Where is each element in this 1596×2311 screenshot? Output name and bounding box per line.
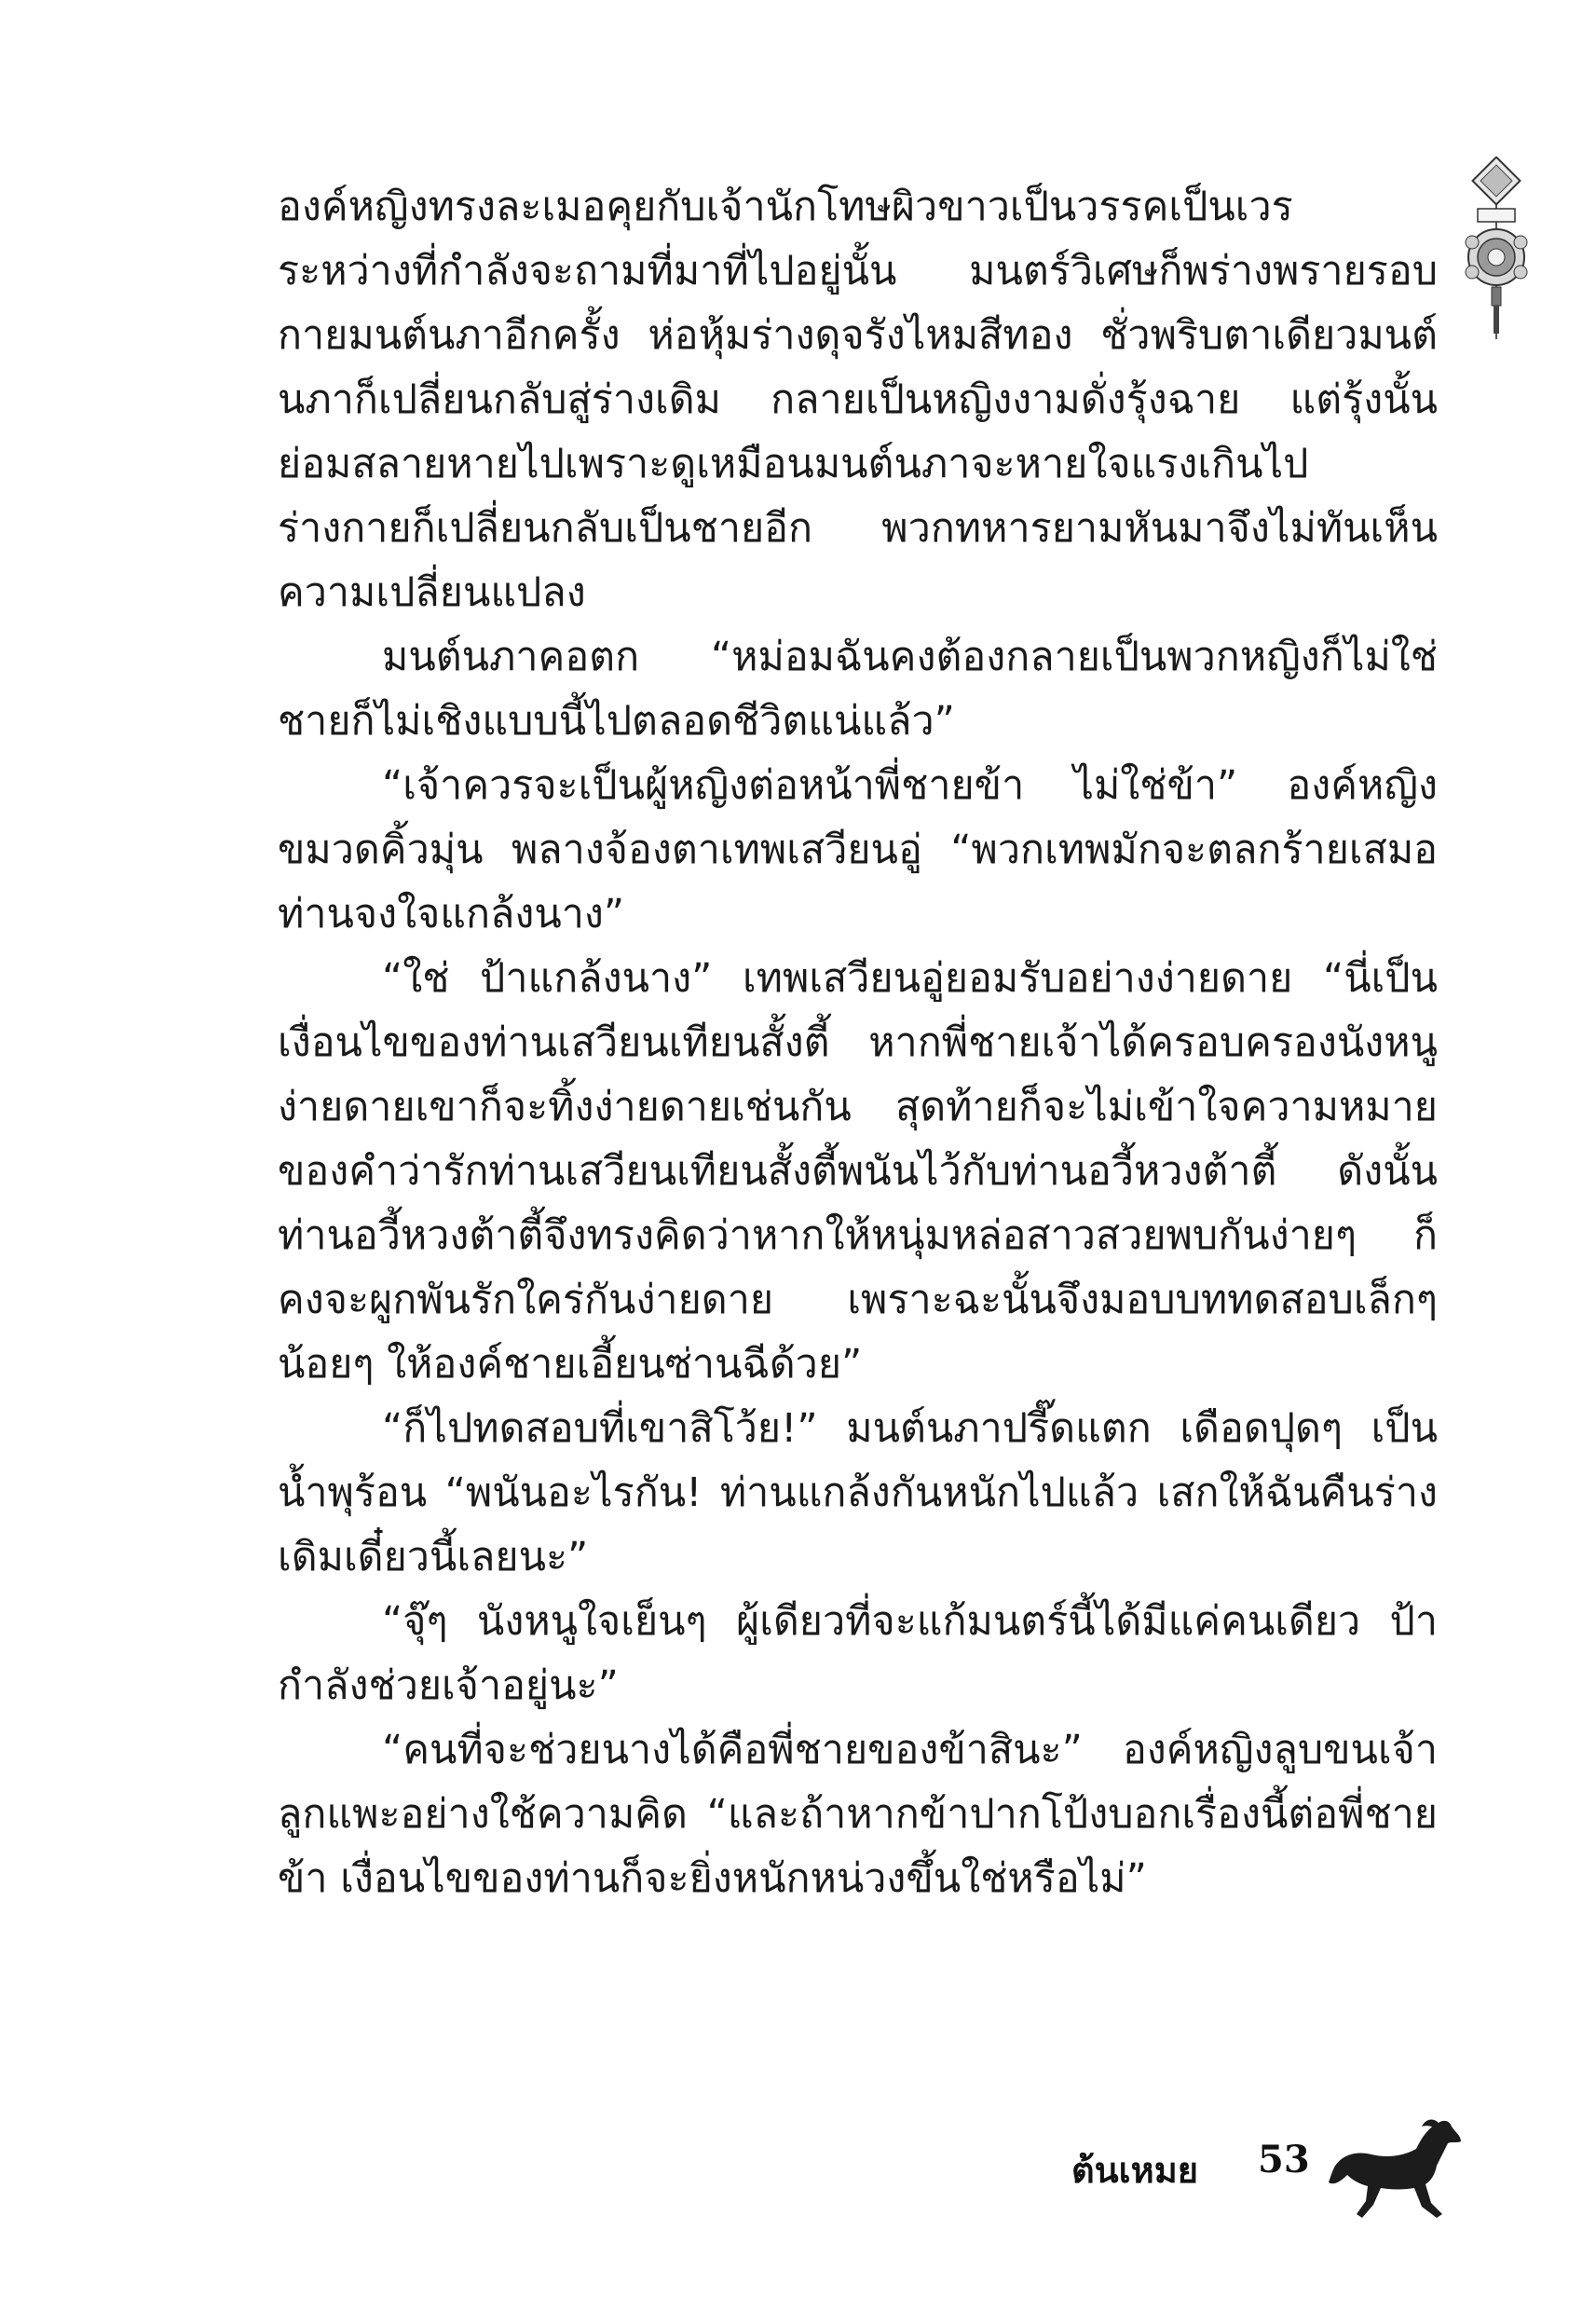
body-text bbox=[278, 175, 1438, 1911]
page-number: 53 bbox=[1258, 2138, 1310, 2181]
paragraph: “ใช่ ป้าแกล้งนาง” เทพเสวียนอู่ยอมรับอย่างง่ายดาย “นี่เป็นเงื่อนไขของท่านเสวียนเทียนสั้งตี้ หากพี่ชายเจ้าได้ครอบครองนังหนูง่ายดายเขาก็จะทิ้งง่ายดายเช่นกัน สุดท้ายก็จะไม่เข้าใจความหมายของคำว่ารักท่านเสวียนเทียนสั้งตี้พนันไว้กับท่านอวี้หวงต้าตี้ ดังนั้นท่านอวี้หวงต้าตี้จึงทรงคิดว่าหากให้หนุ่มหล่อสาวสวยพบกันง่ายๆ ก็คงจะผูกพันรักใคร่กันง่ายดาย เพราะฉะนั้นจึงมอบบททดสอบเล็กๆ น้อยๆ ให้องค์ชายเอี้ยนซ่านฉีด้วย” bbox=[278, 955, 1438, 1388]
chinese-knot-ornament-icon bbox=[1461, 157, 1532, 339]
page-footer bbox=[1071, 2113, 1481, 2225]
paragraph: มนต์นภาคอตก “หม่อมฉันคงต้องกลายเป็นพวกหญิงก็ไม่ใช่ชายก็ไม่เชิงแบบนี้ไปตลอดชีวิตแน่แล้ว” bbox=[278, 634, 1438, 745]
horse-icon bbox=[1325, 2113, 1465, 2225]
paragraph: องค์หญิงทรงละเมอคุยกับเจ้านักโทษผิวขาวเป็นวรรคเป็นเวร ระหว่างที่กำลังจะถามที่มาที่ไปอยู่นั้น มนตร์วิเศษก็พร่างพรายรอบกายมนต์นภาอีกครั้ง ห่อหุ้มร่างดุจรังไหมสีทอง ชั่วพริบตาเดียวมนต์นภาก็เปลี่ยนกลับสู่ร่างเดิม กลายเป็นหญิงงามดั่งรุ้งฉาย แต่รุ้งนั้นย่อมสลายหายไปเพราะดูเหมือนมนต์นภาจะหายใจแรงเกินไป ร่างกายก็เปลี่ยนกลับเป็นชายอีก พวกทหารยามหันมาจึงไม่ทันเห็นความเปลี่ยนแปลง bbox=[278, 184, 1438, 616]
paragraph: “เจ้าควรจะเป็นผู้หญิงต่อหน้าพี่ชายข้า ไม่ใช่ข้า” องค์หญิงขมวดคิ้วมุ่น พลางจ้องตาเทพเสวียนอู่ “พวกเทพมักจะตลกร้ายเสมอ ท่านจงใจแกล้งนาง” bbox=[278, 762, 1438, 937]
book-title: ต้นเหมย bbox=[1071, 2149, 1199, 2191]
paragraph: “จุ๊ๆ นังหนูใจเย็นๆ ผู้เดียวที่จะแก้มนตร์นี้ได้มีแค่คนเดียว ป้ากำลังช่วยเจ้าอยู่นะ” bbox=[278, 1598, 1438, 1709]
paragraph: “คนที่จะช่วยนางได้คือพี่ชายของข้าสินะ” องค์หญิงลูบขนเจ้าลูกแพะอย่างใช้ความคิด “และถ้าหากข้าปากโป้งบอกเรื่องนี้ต่อพี่ชายข้า เงื่อนไขของท่านก็จะยิ่งหนักหน่วงขึ้นใช่หรือไม่” bbox=[278, 1727, 1438, 1902]
paragraph: “ก็ไปทดสอบที่เขาสิโว้ย!” มนต์นภาปรี๊ดแตก เดือดปุดๆ เป็นน้ำพุร้อน “พนันอะไรกัน! ท่านแกล้งกันหนักไปแล้ว เสกให้ฉันคืนร่างเดิมเดี๋ยวนี้เลยนะ” bbox=[278, 1405, 1438, 1580]
